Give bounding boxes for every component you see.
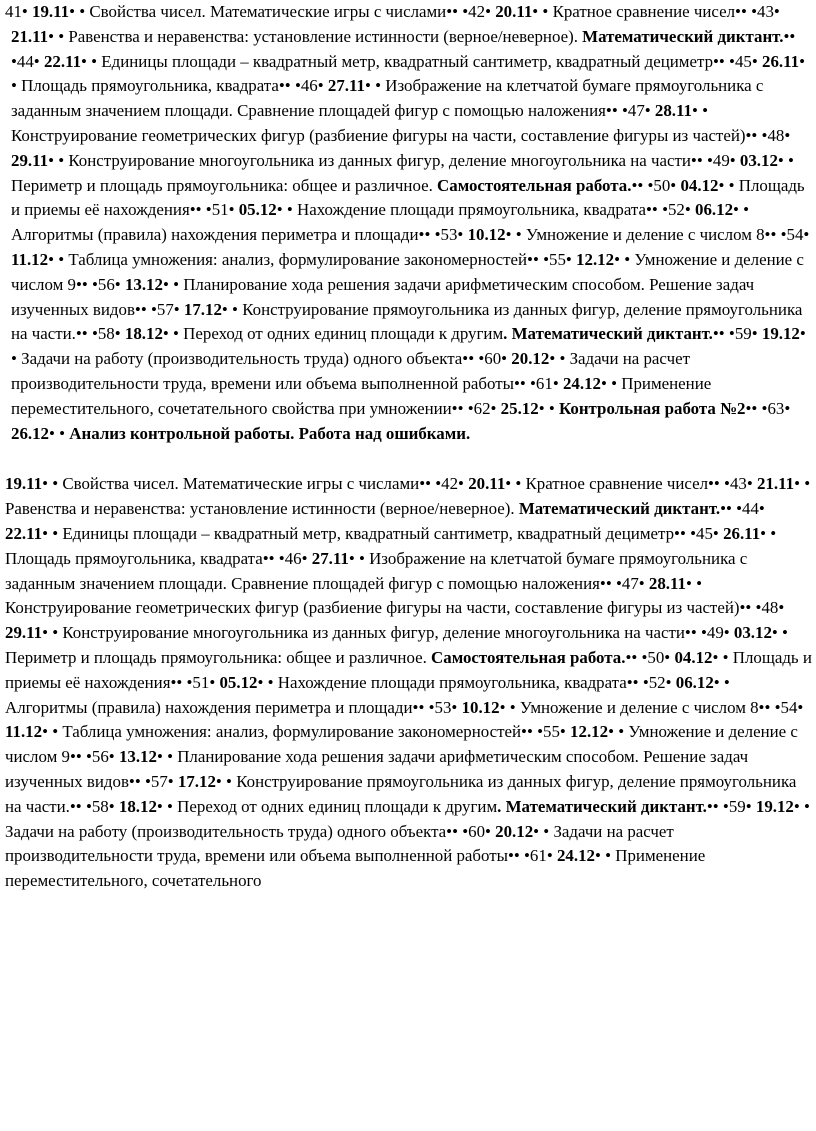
text-run: •• •59• xyxy=(712,324,762,344)
bold-text-run: Самостоятельная работа. xyxy=(437,175,632,195)
text-run: • • Задачи на работу (производительность труда) одного объекта•• •60• xyxy=(11,324,806,369)
text-run: • • Задачи на расчет производительности труда, времени или объема выполненной работы•• •61• xyxy=(11,349,690,393)
text-run: • • Конструирование геометрических фигур (разбиение фигуры на части, составление фигуры из частей)•• •48• xyxy=(5,573,785,618)
bold-text-run: Самостоятельная работа. xyxy=(431,647,626,667)
text-run: • • Переход от одних единиц площади к другим xyxy=(162,324,504,344)
bold-text-run: 19.12 xyxy=(761,324,800,344)
bold-text-run: Анализ контрольной работы. Работа над ошибками. xyxy=(69,423,471,443)
text-run: • • Планирование хода решения задачи арифметическим способом. Решение задач изученных видов•• •57• xyxy=(11,274,755,319)
bold-text-run: Математический диктант. xyxy=(518,499,721,519)
text-run: • • Конструирование многоугольника из данных фигур, деление многоугольника на части•• •49• xyxy=(42,623,734,643)
bold-text-run: 28.11 xyxy=(654,101,692,121)
text-run: • • Периметр и площадь прямоугольника: общее и различное. xyxy=(5,623,788,667)
text-run: • • Конструирование многоугольника из данных фигур, деление многоугольника на части•• •49• xyxy=(48,150,740,170)
text-run: •• •50• xyxy=(625,647,675,667)
text-run: •• •44• xyxy=(720,499,765,519)
text-run: • • Конструирование прямоугольника из данных фигур, деление прямоугольника на части.•• •58• xyxy=(5,771,797,816)
bold-text-run: 05.12 xyxy=(219,672,258,692)
text-run: • • Переход от одних единиц площади к другим xyxy=(156,796,498,816)
text-run: • • Периметр и площадь прямоугольника: общее и различное. xyxy=(11,150,794,195)
bold-text-run: 26.11 xyxy=(723,523,761,543)
bold-text-run: 27.11 xyxy=(311,548,349,568)
bold-text-run: Контрольная работа №2 xyxy=(558,398,746,418)
text-run: • xyxy=(21,2,33,21)
text-run: • • xyxy=(538,398,559,418)
bold-text-run: 20.12 xyxy=(495,821,534,841)
text-run: • • Площадь и приемы её нахождения•• •51• xyxy=(11,175,805,220)
text-run: •• •63• xyxy=(745,398,791,418)
bold-text-run: 13.12 xyxy=(124,274,163,294)
bold-text-run: 10.12 xyxy=(461,697,500,717)
text-run: • • Нахождение площади прямоугольника, квадрата•• •52• xyxy=(257,672,676,692)
text-run: • • Изображение на клетчатой бумаге прямоугольника с заданным значением площади. Сравнение площадей фигур с помощью наложения•• •47• xyxy=(11,76,764,121)
text-run: • • Таблица умножения: анализ, формулирование закономерностей•• •55• xyxy=(48,249,577,269)
bold-text-run: 19.11 xyxy=(32,2,70,21)
bold-text-run: 20.11 xyxy=(495,2,533,21)
text-run: • • Площадь прямоугольника, квадрата•• •46• xyxy=(11,51,806,96)
bold-text-run: 28.11 xyxy=(648,573,686,593)
text-run: • • Задачи на расчет производительности труда, времени или объема выполненной работы•• •61• xyxy=(5,821,674,866)
text-run: • • Единицы площади – квадратный метр, квадратный сантиметр, квадратный дециметр•• •45• xyxy=(42,523,724,543)
bold-text-run: 24.12 xyxy=(556,846,595,866)
text-run: • • Умножение и деление с числом 8•• •54• xyxy=(505,225,810,245)
text-run: •• •59• xyxy=(706,796,756,816)
bold-text-run: 18.12 xyxy=(124,324,163,344)
bold-text-run: 25.12 xyxy=(500,398,539,418)
bold-text-run: 12.12 xyxy=(570,722,609,742)
bold-text-run: 06.12 xyxy=(675,672,714,692)
bold-text-run: 19.12 xyxy=(755,796,794,816)
bold-text-run: 10.12 xyxy=(467,225,506,245)
text-run: • • Кратное сравнение чисел•• •43• xyxy=(532,2,780,21)
bold-text-run: 22.11 xyxy=(5,523,43,543)
text-run: • • Применение переместительного, сочетательного xyxy=(5,846,706,891)
bold-text-run: 18.12 xyxy=(118,796,157,816)
bold-text-run: 22.11 xyxy=(43,51,82,71)
bold-text-run: 20.12 xyxy=(511,349,550,369)
text-run: • • Свойства чисел. Математические игры с числами•• •42• xyxy=(69,2,496,21)
bold-text-run: . Математический диктант. xyxy=(503,324,713,344)
bold-text-run: Математический диктант. xyxy=(582,26,784,46)
bold-text-run: 21.11 xyxy=(757,474,795,494)
bold-text-run: 03.12 xyxy=(739,150,778,170)
bold-text-run: 04.12 xyxy=(674,647,713,667)
text-run: • • Планирование хода решения задачи арифметическим способом. Решение задач изученных видов•• •57• xyxy=(5,747,749,791)
bold-text-run: 19.11 xyxy=(5,474,43,494)
text-run: • • Умножение и деление с числом 9•• •56• xyxy=(5,722,798,767)
text-run: • • Конструирование геометрических фигур (разбиение фигуры на части, составление фигуры из частей)•• •48• xyxy=(11,101,791,145)
text-run: • • xyxy=(49,423,70,443)
bold-text-run: 04.12 xyxy=(680,175,719,195)
text-run: • • Кратное сравнение чисел•• •43• xyxy=(505,474,758,494)
bold-text-run: 27.11 xyxy=(327,76,365,96)
text-run: • • Равенства и неравенства: установление истинности (верное/неверное). xyxy=(5,474,811,519)
bold-text-run: 11.12 xyxy=(11,249,49,269)
bold-text-run: 26.11 xyxy=(762,51,800,71)
bold-text-run: 26.12 xyxy=(11,423,50,443)
text-run: • • Таблица умножения: анализ, формулирование закономерностей•• •55• xyxy=(42,722,571,742)
text-run: • • Нахождение площади прямоугольника, квадрата•• •52• xyxy=(276,200,696,220)
bold-text-run: 17.12 xyxy=(177,771,216,791)
text-run: 41 xyxy=(5,2,22,21)
text-run: • • Единицы площади – квадратный метр, квадратный сантиметр, квадратный дециметр•• •45• xyxy=(81,51,763,71)
text-run: • • Алгоритмы (правила) нахождения периметра и площади•• •53• xyxy=(5,672,730,717)
bold-text-run: 12.12 xyxy=(576,249,615,269)
text-run: • • Изображение на клетчатой бумаге прямоугольника с заданным значением площади. Сравнение площадей фигур с помощью наложения•• •47• xyxy=(5,548,748,593)
bold-text-run: 11.12 xyxy=(5,722,43,742)
text-run: • • Равенства и неравенства: установление истинности (верное/неверное). xyxy=(48,26,583,46)
text-run: • • Площадь прямоугольника, квадрата•• •46• xyxy=(5,523,777,568)
bold-text-run: 20.11 xyxy=(468,474,506,494)
bold-text-run: 06.12 xyxy=(695,200,734,220)
text-run: • • Задачи на работу (производительность труда) одного объекта•• •60• xyxy=(5,796,810,841)
text-run: • • Свойства чисел. Математические игры с числами•• •42• xyxy=(42,474,469,494)
text-run: • • Умножение и деление с числом 8•• •54• xyxy=(499,697,804,717)
schedule-paragraph-first xyxy=(5,0,812,446)
text-run: • • Применение переместительного, сочетательного свойства при умножении•• •62• xyxy=(11,373,712,418)
text-run: • • Умножение и деление с числом 9•• •56• xyxy=(11,249,804,294)
bold-text-run: 29.11 xyxy=(11,150,49,170)
text-run: •• •50• xyxy=(631,175,681,195)
bold-text-run: 21.11 xyxy=(11,26,49,46)
text-run: • • Площадь и приемы её нахождения•• •51• xyxy=(5,647,812,692)
bold-text-run: 05.12 xyxy=(238,200,277,220)
bold-text-run: 13.12 xyxy=(118,747,157,767)
bold-text-run: 24.12 xyxy=(562,373,601,393)
bold-text-run: 17.12 xyxy=(183,299,222,319)
text-run: •• •44• xyxy=(11,26,796,71)
text-run: • • Алгоритмы (правила) нахождения периметра и площади•• •53• xyxy=(11,200,750,245)
bold-text-run: 29.11 xyxy=(5,623,43,643)
text-run: • • Конструирование прямоугольника из данных фигур, деление прямоугольника на части.•• •58• xyxy=(11,299,803,344)
schedule-paragraph-second xyxy=(5,472,812,894)
bold-text-run: . Математический диктант. xyxy=(497,796,707,816)
bold-text-run: 03.12 xyxy=(733,623,772,643)
